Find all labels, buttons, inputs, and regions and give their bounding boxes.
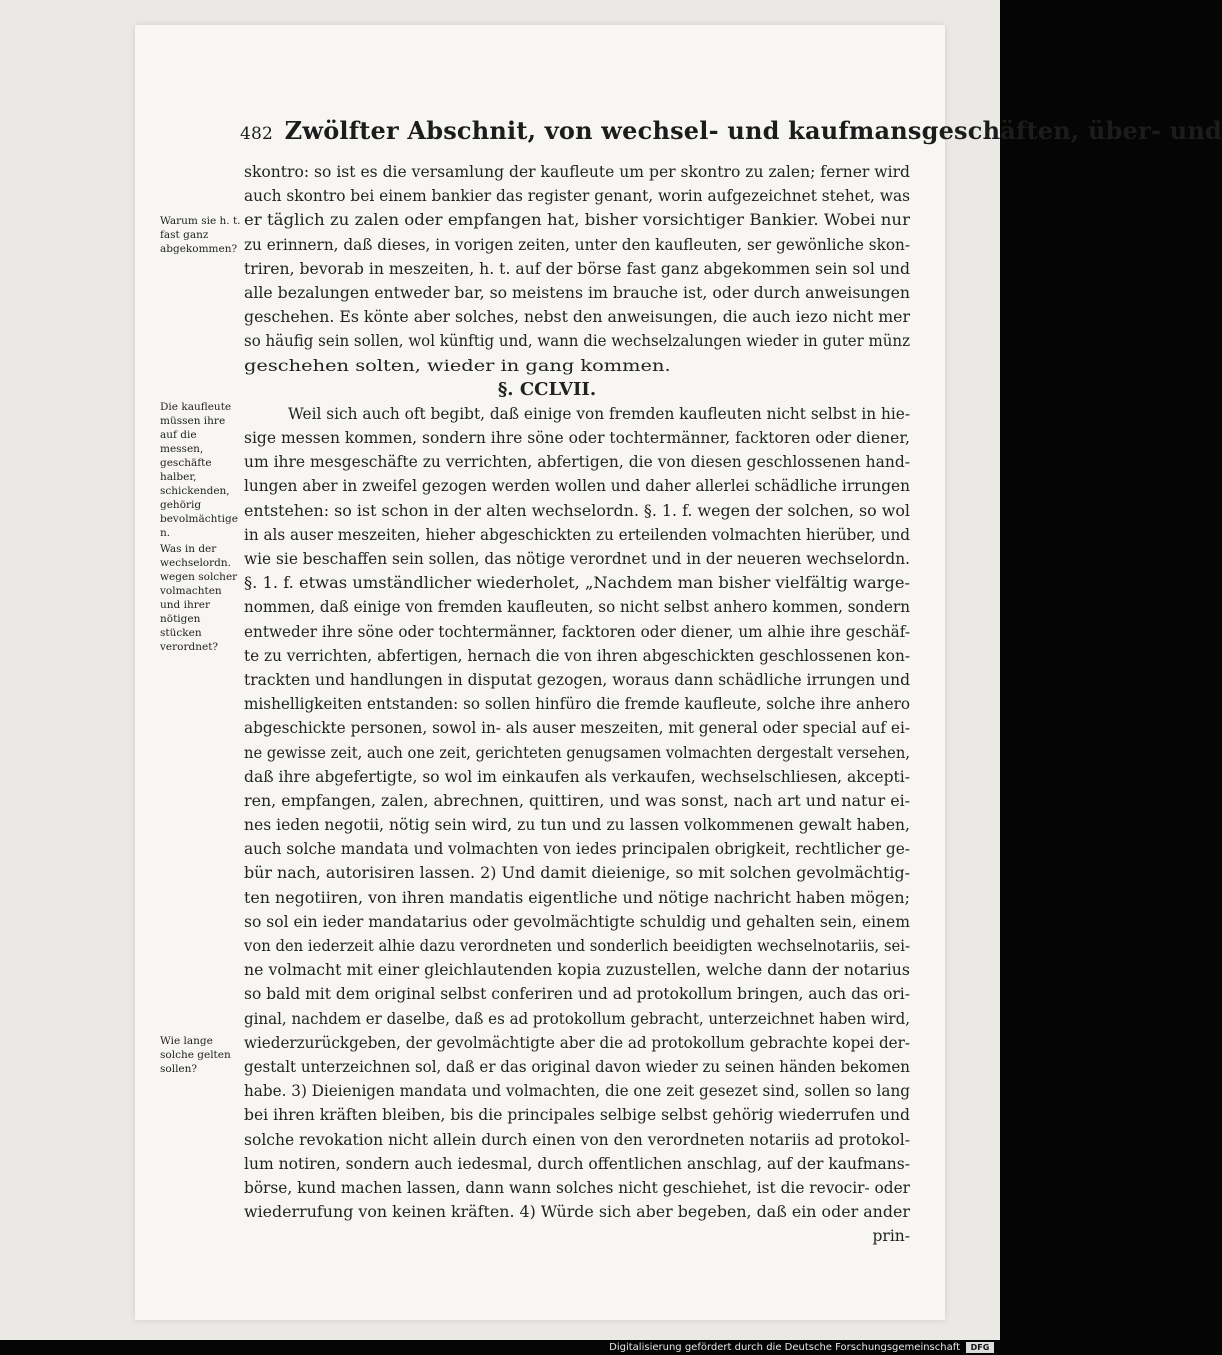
text-line: lum notiren, sondern auch iedesmal, durch offentlichen anschlag, auf der kaufmans- <box>244 1154 910 1173</box>
text-line: in als auser meszeiten, hieher abgeschickten zu erteilenden volmachten hierüber, und <box>244 525 910 544</box>
text-line: geschehen solten, wieder in gang kommen. <box>244 356 671 375</box>
margin-note: Warum sie h. t. fast ganz abgekommen? <box>160 215 241 255</box>
text-line: trackten und handlungen in disputat gezogen, woraus dann schädliche irrungen und <box>244 670 910 689</box>
text-line: geschehen. Es könte aber solches, nebst den anweisungen, die auch iezo nicht mer <box>244 308 910 327</box>
text-line: nes ieden negotii, nötig sein wird, zu tun und zu lassen volkommenen gewalt haben, <box>244 816 910 835</box>
text-line: nommen, daß einige von fremden kaufleuten, so nicht selbst anhero kommen, sondern <box>244 598 910 617</box>
text-line: triren, bevorab in meszeiten, h. t. auf der börse fast ganz abgekommen sein sol und <box>244 259 910 278</box>
text-line: auch skontro bei einem bankier das register genant, worin aufgezeichnet stehet, was <box>244 187 910 206</box>
text-line: mishelligkeiten entstanden: so sollen hinfüro die fremde kaufleute, solche ihre anhero <box>244 695 910 714</box>
text-line: von den iederzeit alhie dazu verordneten und sonderlich beeidigten wechselnotariis, sei- <box>244 937 910 955</box>
text-line: auch solche mandata und volmachten von iedes principalen obrigkeit, rechtlicher ge- <box>244 840 910 859</box>
running-header <box>240 116 1222 152</box>
text-line: zu erinnern, daß dieses, in vorigen zeiten, unter den kaufleuten, ser gewönliche skon- <box>244 235 910 254</box>
text-line: lungen aber in zweifel gezogen werden wollen und daher allerlei schädliche irrungen <box>244 477 910 496</box>
text-line: skontro: so ist es die versamlung der kaufleute um per skontro zu zalen; ferner wird <box>244 163 911 181</box>
text-line: entweder ihre söne oder tochtermänner, facktoren oder diener, um alhie ihre geschäf- <box>244 622 910 641</box>
text-line: §. 1. f. etwas umständlicher wiederholet, „Nachdem man bisher vielfältig warge- <box>244 574 910 593</box>
text-line: sige messen kommen, sondern ihre söne oder tochtermänner, facktoren oder diener, <box>244 429 910 448</box>
text-line: entstehen: so ist schon in der alten wechselordn. §. 1. f. wegen der solchen, so wol <box>244 501 910 520</box>
text-line: wie sie beschaffen sein sollen, das nötige verordnet und in der neueren wechselordn. <box>244 550 910 568</box>
text-line: ten negotiiren, von ihren mandatis eigentliche und nötige nachricht haben mögen; <box>244 888 910 907</box>
text-line: bür nach, autorisiren lassen. 2) Und damit dieienige, so mit solchen gevolmächtig- <box>244 864 910 883</box>
text-line: so sol ein ieder mandatarius oder gevolmächtigte schuldig und gehalten sein, einem <box>244 912 910 931</box>
margin-note: Was in der wechselordn. wegen solcher volmachten und ihrer nötigen stücken verordnet? <box>160 543 238 653</box>
catchword: prin- <box>872 1227 910 1246</box>
body-text <box>244 160 910 1248</box>
text-line: gestalt unterzeichnen sol, daß er das original davon wieder zu seinen händen bekomen <box>244 1057 910 1076</box>
text-line: so bald mit dem original selbst conferiren und ad protokollum bringen, auch das ori- <box>244 985 910 1004</box>
page-number: 482 <box>240 124 274 144</box>
section-heading: §. CCLVII. <box>497 378 597 400</box>
running-title: Zwölfter Abschnit, von wechsel- und kaufmansgeschäften, über- und <box>284 116 1222 145</box>
text-line: so häufig sein sollen, wol künftig und, wann die wechselzalungen wieder in guter münz <box>244 332 910 351</box>
text-line: daß ihre abgefertigte, so wol im einkaufen als verkaufen, wechselschliesen, akcepti- <box>244 767 910 786</box>
funding-credit: Digitalisierung gefördert durch die Deutsche Forschungsgemeinschaft <box>609 1342 960 1353</box>
text-line: wiederzurückgeben, der gevolmächtigte aber die ad protokollum gebrachte kopei der- <box>244 1033 910 1052</box>
text-line: alle bezalungen entweder bar, so meistens im brauche ist, oder durch anweisungen <box>244 283 910 302</box>
text-line: er täglich zu zalen oder empfangen hat, bisher vorsichtiger Bankier. Wobei nur <box>244 211 910 230</box>
text-line: ne volmacht mit einer gleichlautenden kopia zuzustellen, welche dann der notarius <box>244 961 910 980</box>
margin-note: Wie lange solche gelten sollen? <box>160 1035 231 1075</box>
text-line: um ihre mesgeschäfte zu verrichten, abfertigen, die von diesen geschlossenen hand- <box>244 453 910 472</box>
text-line: Weil sich auch oft begibt, daß einige von fremden kaufleuten nicht selbst in hie- <box>288 404 910 423</box>
text-line: te zu verrichten, abfertigen, hernach die von ihren abgeschickten geschlossenen kon- <box>244 646 910 665</box>
text-line: ginal, nachdem er daselbe, daß es ad protokollum gebracht, unterzeichnet haben wird, <box>244 1009 910 1028</box>
text-line: abgeschickte personen, sowol in- als auser meszeiten, mit general oder special auf ei- <box>244 719 910 738</box>
text-line: ren, empfangen, zalen, abrechnen, quittiren, und was sonst, nach art und natur ei- <box>244 791 910 810</box>
text-line: bei ihren kräften bleiben, bis die principales selbige selbst gehörig wiederrufen und <box>244 1106 911 1125</box>
margin-note: Die kaufleute müssen ihre auf die messen, geschäfte halber, schickenden, gehörig bevolmächtigen. <box>160 401 238 539</box>
text-line: ne gewisse zeit, auch one zeit, gerichteten genugsamen volmachten dergestalt versehen, <box>244 743 910 762</box>
dfg-logo: DFG <box>966 1342 994 1353</box>
text-line: solche revokation nicht allein durch einen von den verordneten notariis ad protokol- <box>244 1130 910 1149</box>
text-line: wiederrufung von keinen kräften. 4) Würde sich aber begeben, daß ein oder ander <box>244 1203 910 1222</box>
text-line: habe. 3) Dieienigen mandata und volmachten, die one zeit gesezet sind, sollen so lang <box>244 1082 910 1101</box>
text-line: börse, kund machen lassen, dann wann solches nicht geschiehet, ist die revocir- oder <box>244 1178 910 1197</box>
